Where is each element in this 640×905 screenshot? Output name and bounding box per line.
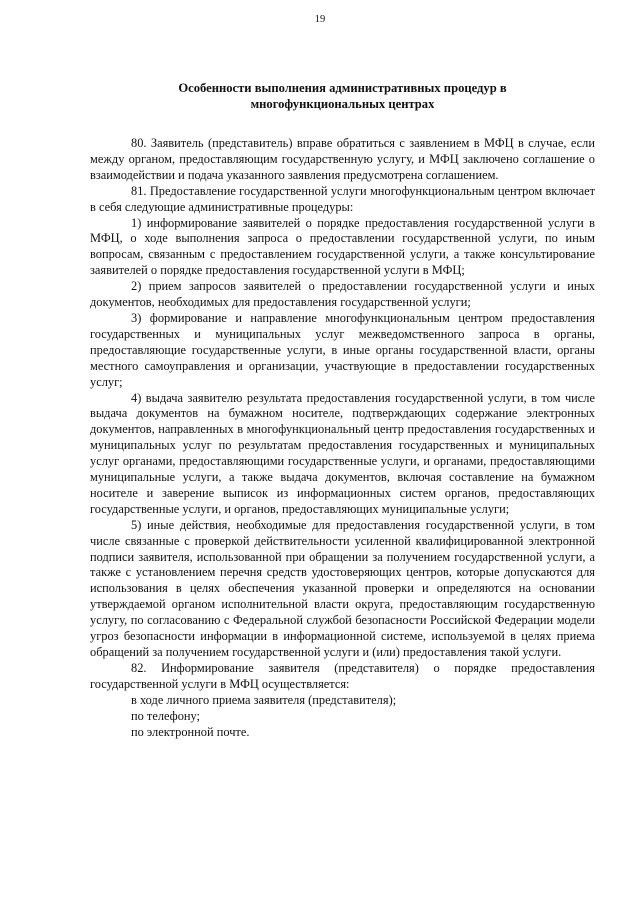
paragraph-81-item-3: 3) формирование и направление многофункциональным центром предоставления государственных и муниципальных услуг межведомственного запроса в органы, предоставляющие государственные услуги, в иные органы государственной власти, органы местного самоуправления и организации, участвующие в предоставлении государственных услуг; xyxy=(90,310,595,389)
paragraph-82: 82. Информирование заявителя (представителя) о порядке предоставления государственной услуги в МФЦ осуществляется: xyxy=(90,660,595,691)
section-title xyxy=(90,80,595,112)
page-number: 19 xyxy=(314,14,326,25)
document-body xyxy=(90,80,595,740)
paragraph-80: 80. Заявитель (представитель) вправе обратиться с заявлением в МФЦ в случае, если между органом, предоставляющим государственную услугу, и МФЦ заключено соглашение о взаимодействии и подача указанного заявления предусмотрена соглашением. xyxy=(90,136,595,182)
paragraph-81-item-2: 2) прием запросов заявителей о предоставлении государственной услуги и иных документов, необходимых для предоставления государственной услуги; xyxy=(90,279,595,310)
paragraph-81-item-1: 1) информирование заявителей о порядке предоставления государственной услуги в МФЦ, о ходе выполнения запроса о предоставлении государственной услуги, по иным вопросам, связанным с предоставлением государственной услуги, а также консультирование заявителей о порядке предоставления государственной услуги в МФЦ; xyxy=(90,215,595,278)
paragraph-81: 81. Предоставление государственной услуги многофункциональным центром включает в себя следующие административные процедуры: xyxy=(90,183,595,214)
list-item-email: по электронной почте. xyxy=(131,724,250,739)
section-text xyxy=(90,136,595,740)
paragraph-81-item-5: 5) иные действия, необходимые для предоставления государственной услуги, в том числе связанные с проверкой действительности усиленной квалифицированной электронной подписи заявителя, использованной при обращении за получением государственной услуги, а также с установлением перечня средств удостоверяющих центров, которые допускаются для использования в целях обеспечения указанной проверки и определяются на основании утверждаемой органом исполнительной власти округа, предоставляющим государственную услугу, по согласованию с Федеральной службой безопасности Российской Федерации модели угроз безопасности информации в информационной системе, используемой в целях приема обращений за получением государственной услуги и (или) предоставления такой услуги. xyxy=(90,517,595,659)
section-title-line-2: многофункциональных центрах xyxy=(250,97,435,111)
list-item-phone: по телефону; xyxy=(131,708,201,723)
paragraph-81-item-4: 4) выдача заявителю результата предоставления государственной услуги, в том числе выдача документов на бумажном носителе, подтверждающих содержание электронных документов, направленных в многофункциональный центр предоставления государственных и муниципальных услуг по результатам предоставления государственных и муниципальных услуг органами, предоставляющими государственные услуги, и органами, предоставляющими муниципальные услуги, а также выдача документов, включая составление на бумажном носителе и заверение выписок из информационных систем органов, предоставляющих государственные услуги, и органов, предоставляющих муниципальные услуги; xyxy=(90,390,595,516)
section-title-line-1: Особенности выполнения административных процедур в xyxy=(178,81,507,95)
list-item-personal: в ходе личного приема заявителя (представителя); xyxy=(131,692,397,707)
